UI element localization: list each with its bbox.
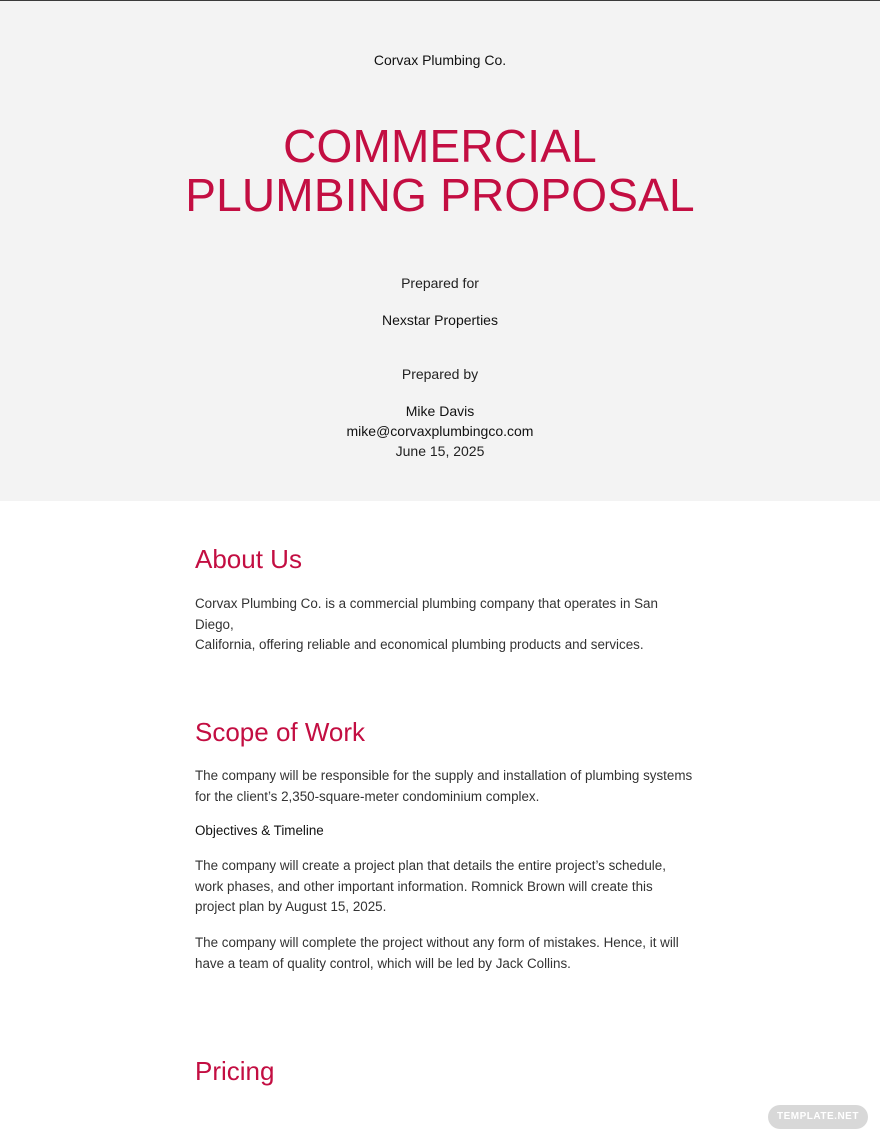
prepared-by-label: Prepared by xyxy=(401,366,479,382)
page-title xyxy=(140,122,740,220)
scope-intro-line-2: for the client’s 2,350-square-meter condominium complex. xyxy=(195,788,540,804)
objectives-paragraph-2 xyxy=(195,933,695,974)
title-line-1: COMMERCIAL xyxy=(283,120,597,172)
objectives-p1-line-1: The company will create a project plan that details the entire project’s schedule, xyxy=(195,858,666,873)
prepared-for-label: Prepared for xyxy=(401,275,479,291)
objectives-p1-line-3: project plan by August 15, 2025. xyxy=(195,899,387,914)
objectives-subheading: Objectives & Timeline xyxy=(195,823,324,838)
objectives-paragraph-1 xyxy=(195,856,695,918)
author-email: mike@corvaxplumbingco.com xyxy=(346,423,534,439)
objectives-p2-line-1: The company will complete the project without any form of mistakes. Hence, it will xyxy=(195,935,679,950)
template-net-badge: TEMPLATE.NET xyxy=(768,1105,868,1129)
objectives-p2-line-2: have a team of quality control, which will be led by Jack Collins. xyxy=(195,955,571,971)
about-heading: About Us xyxy=(195,544,302,574)
scope-heading: Scope of Work xyxy=(195,717,366,747)
cover-section xyxy=(0,1,880,501)
scope-intro-line-1: The company will be responsible for the supply and installation of plumbing systems xyxy=(195,768,693,783)
scope-intro-paragraph xyxy=(195,766,695,807)
objectives-p1-line-2: work phases, and other important information. Romnick Brown will create this xyxy=(195,878,653,894)
pricing-heading: Pricing xyxy=(195,1056,275,1086)
about-line-1: Corvax Plumbing Co. is a commercial plumbing company that operates in San Diego, xyxy=(195,596,658,632)
title-line-2: PLUMBING PROPOSAL xyxy=(185,169,695,221)
about-paragraph xyxy=(195,594,695,656)
proposal-date: June 15, 2025 xyxy=(395,443,485,459)
author-name: Mike Davis xyxy=(405,403,475,419)
company-name: Corvax Plumbing Co. xyxy=(373,52,507,68)
client-name: Nexstar Properties xyxy=(382,312,498,328)
about-line-2: California, offering reliable and economical plumbing products and services. xyxy=(195,637,644,652)
